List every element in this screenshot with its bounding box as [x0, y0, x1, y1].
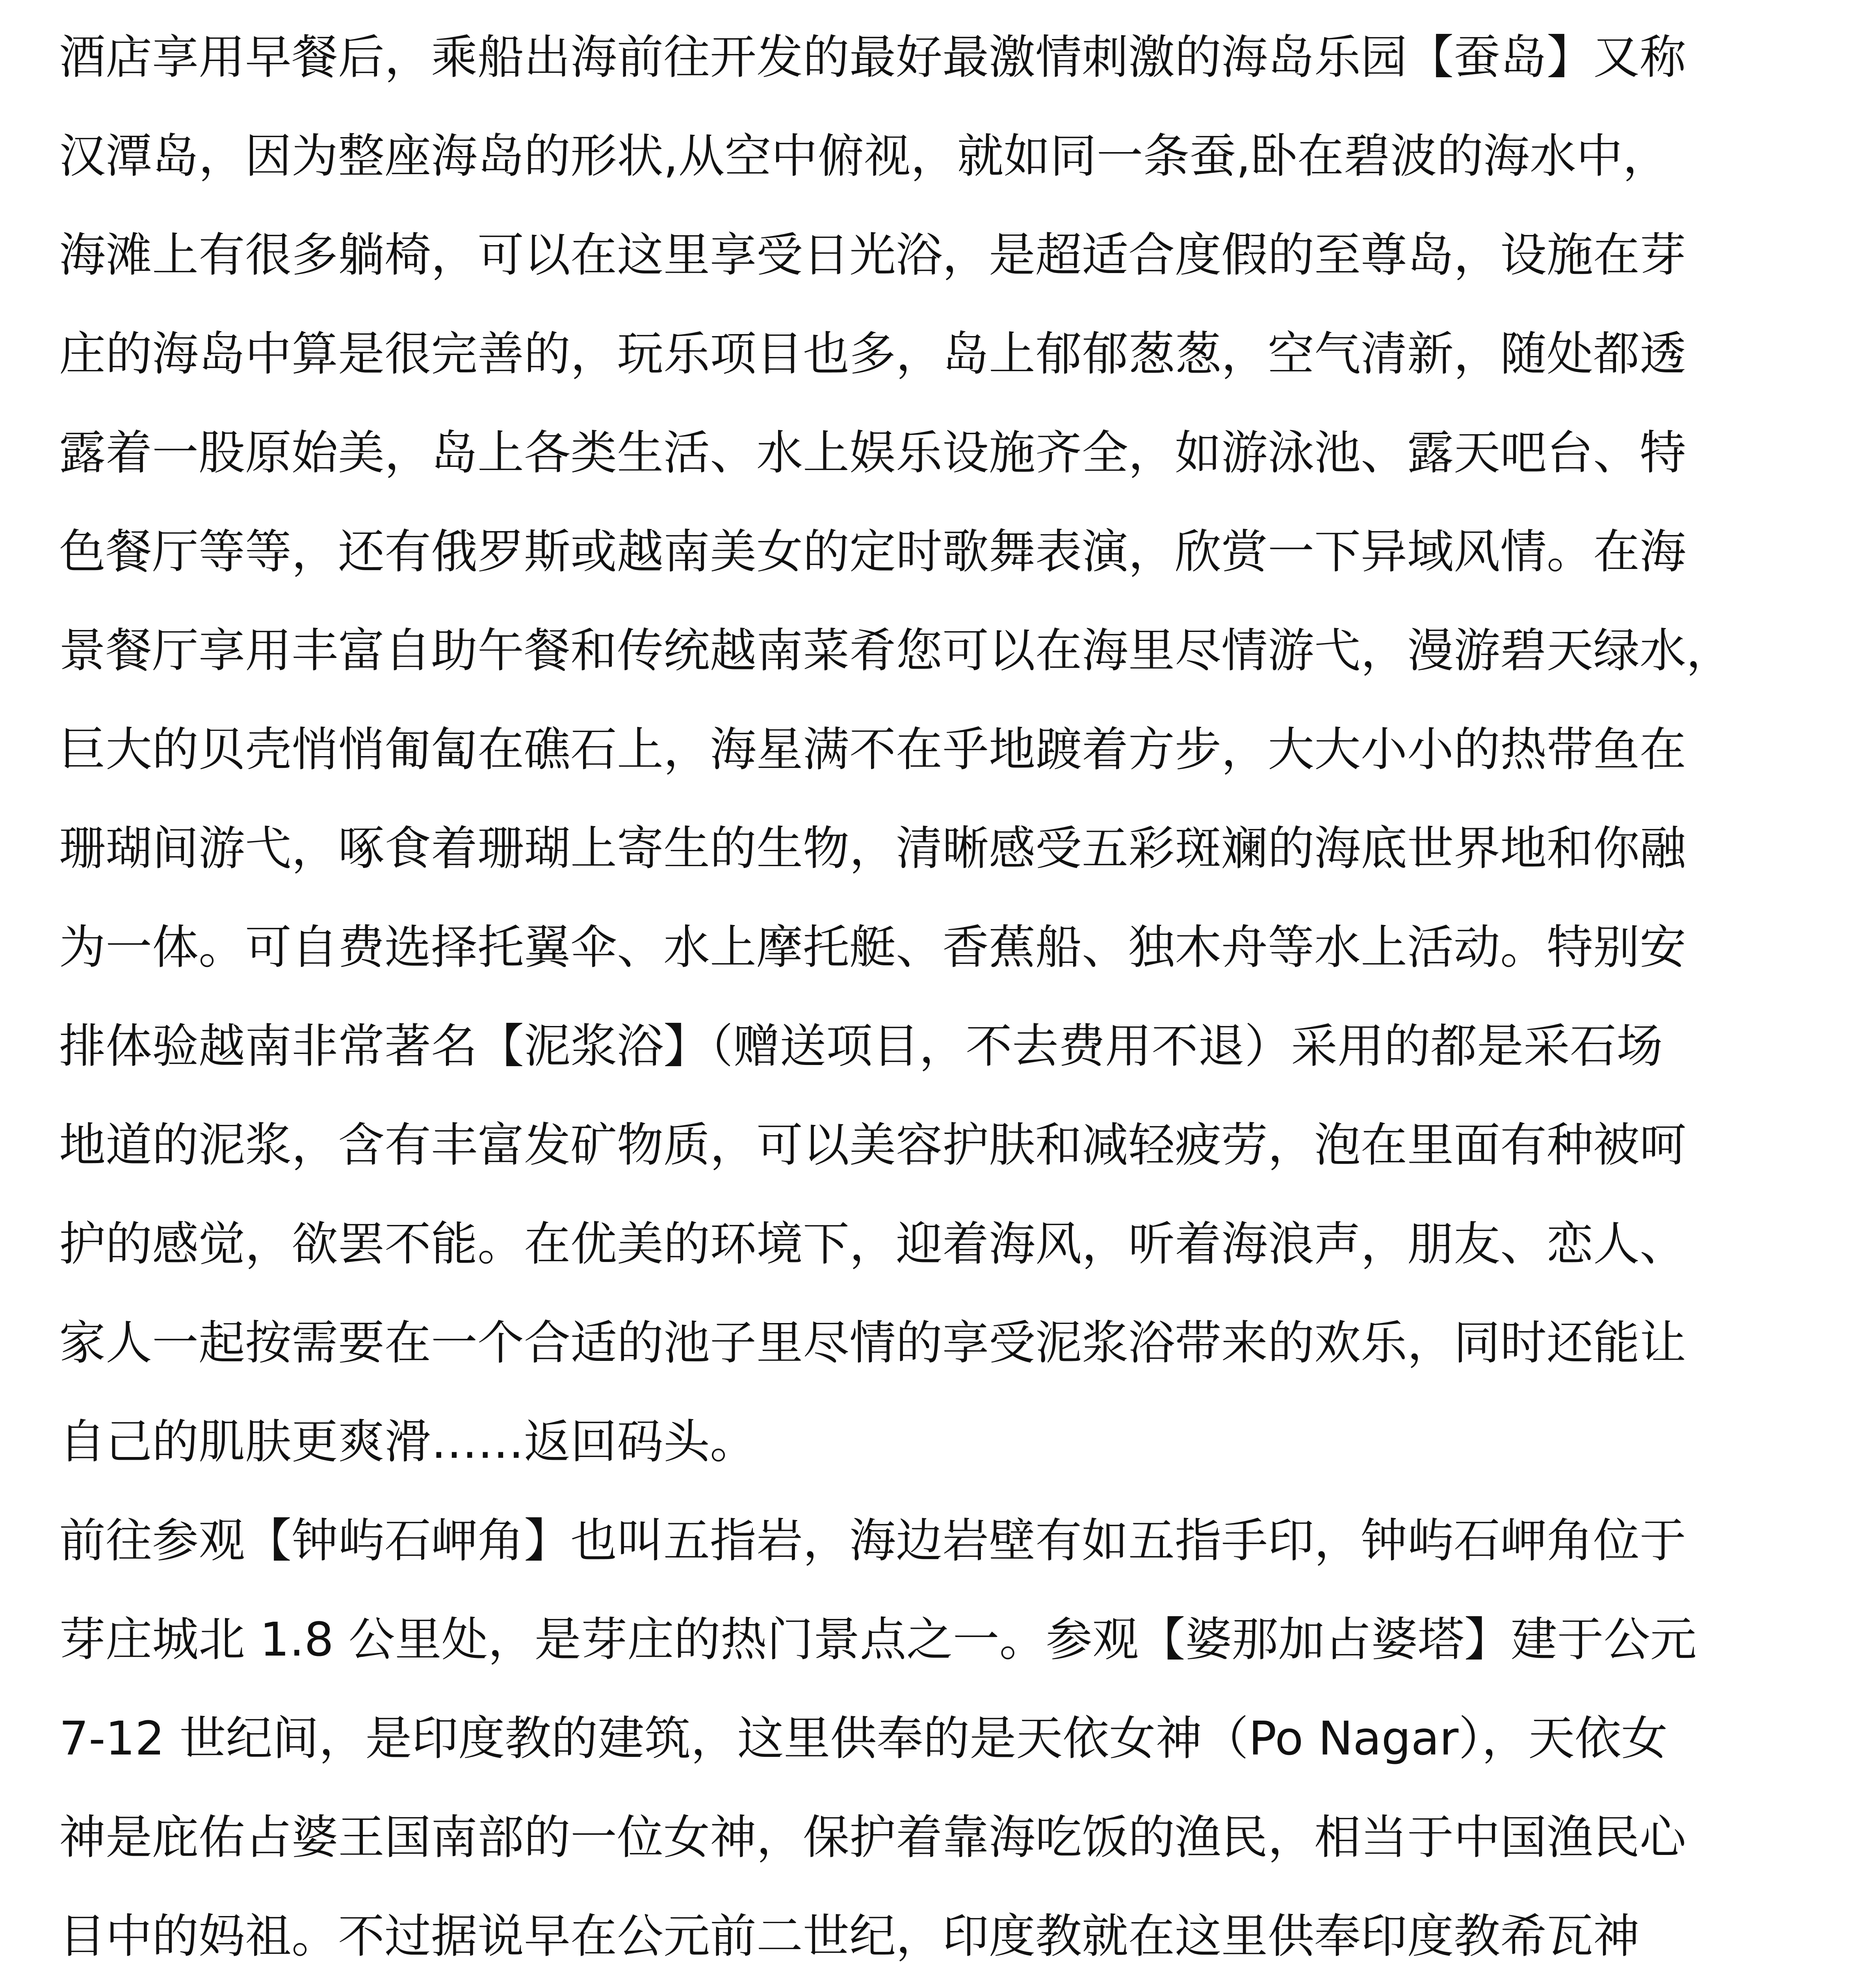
text-line: 汉潭岛，因为整座海岛的形状,从空中俯视，就如同一条蚕,卧在碧波的海水中， [59, 129, 1670, 183]
text-line: 排体验越南非常著名【泥浆浴】（赠送项目，不去费用不退）采用的都是采石场 [59, 1019, 1663, 1073]
text-line: 自己的肌肤更爽滑……返回码头。 [59, 1414, 757, 1469]
text-line: 芽庄城北 1.8 公里处，是芽庄的热门景点之一。参观【婆那加占婆塔】建于公元 [59, 1612, 1697, 1667]
text-line: 地道的泥浆，含有丰富发矿物质，可以美容护肤和减轻疲劳，泡在里面有种被呵 [59, 1118, 1687, 1172]
text-line: 7-12 世纪间，是印度教的建筑，这里供奉的是天依女神（Po Nagar），天依女 [59, 1711, 1668, 1766]
text-line: 前往参观【钟屿石岬角】也叫五指岩，海边岩壁有如五指手印，钟屿石岬角位于 [59, 1513, 1687, 1568]
text-line: 庄的海岛中算是很完善的，玩乐项目也多，岛上郁郁葱葱，空气清新，随处都透 [59, 327, 1687, 381]
text-line: 海滩上有很多躺椅，可以在这里享受日光浴，是超适合度假的至尊岛，设施在芽 [59, 228, 1687, 282]
text-line: 珊瑚间游弋，啄食着珊瑚上寄生的生物，清晰感受五彩斑斓的海底世界地和你融 [59, 821, 1687, 875]
document-page [59, 8, 1824, 1970]
text-line: 家人一起按需要在一个合适的池子里尽情的享受泥浆浴带来的欢乐，同时还能让 [59, 1316, 1687, 1370]
text-line: 酒店享用早餐后，乘船出海前往开发的最好最激情刺激的海岛乐园【蚕岛】又称 [59, 30, 1687, 84]
text-line: 景餐厅享用丰富自助午餐和传统越南菜肴您可以在海里尽情游弋，漫游碧天绿水， [59, 623, 1733, 678]
paragraph-island-tour [59, 8, 1824, 1491]
text-line: 色餐厅等等，还有俄罗斯或越南美女的定时歌舞表演，欣赏一下异域风情。在海 [59, 524, 1687, 579]
text-line: 护的感觉，欲罢不能。在优美的环境下，迎着海风，听着海浪声，朋友、恋人、 [59, 1217, 1687, 1271]
text-line: 露着一股原始美，岛上各类生活、水上娱乐设施齐全，如游泳池、露天吧台、特 [59, 426, 1687, 480]
text-line: 神是庇佑占婆王国南部的一位女神，保护着靠海吃饭的渔民，相当于中国渔民心 [59, 1810, 1687, 1864]
paragraph-sightseeing [59, 1491, 1824, 1970]
text-line: 为一体。可自费选择托翼伞、水上摩托艇、香蕉船、独木舟等水上活动。特别安 [59, 920, 1687, 974]
text-line: 目中的妈祖。不过据说早在公元前二世纪，印度教就在这里供奉印度教希瓦神 [59, 1909, 1640, 1963]
text-line: 巨大的贝壳悄悄匍匐在礁石上，海星满不在乎地踱着方步，大大小小的热带鱼在 [59, 722, 1687, 777]
